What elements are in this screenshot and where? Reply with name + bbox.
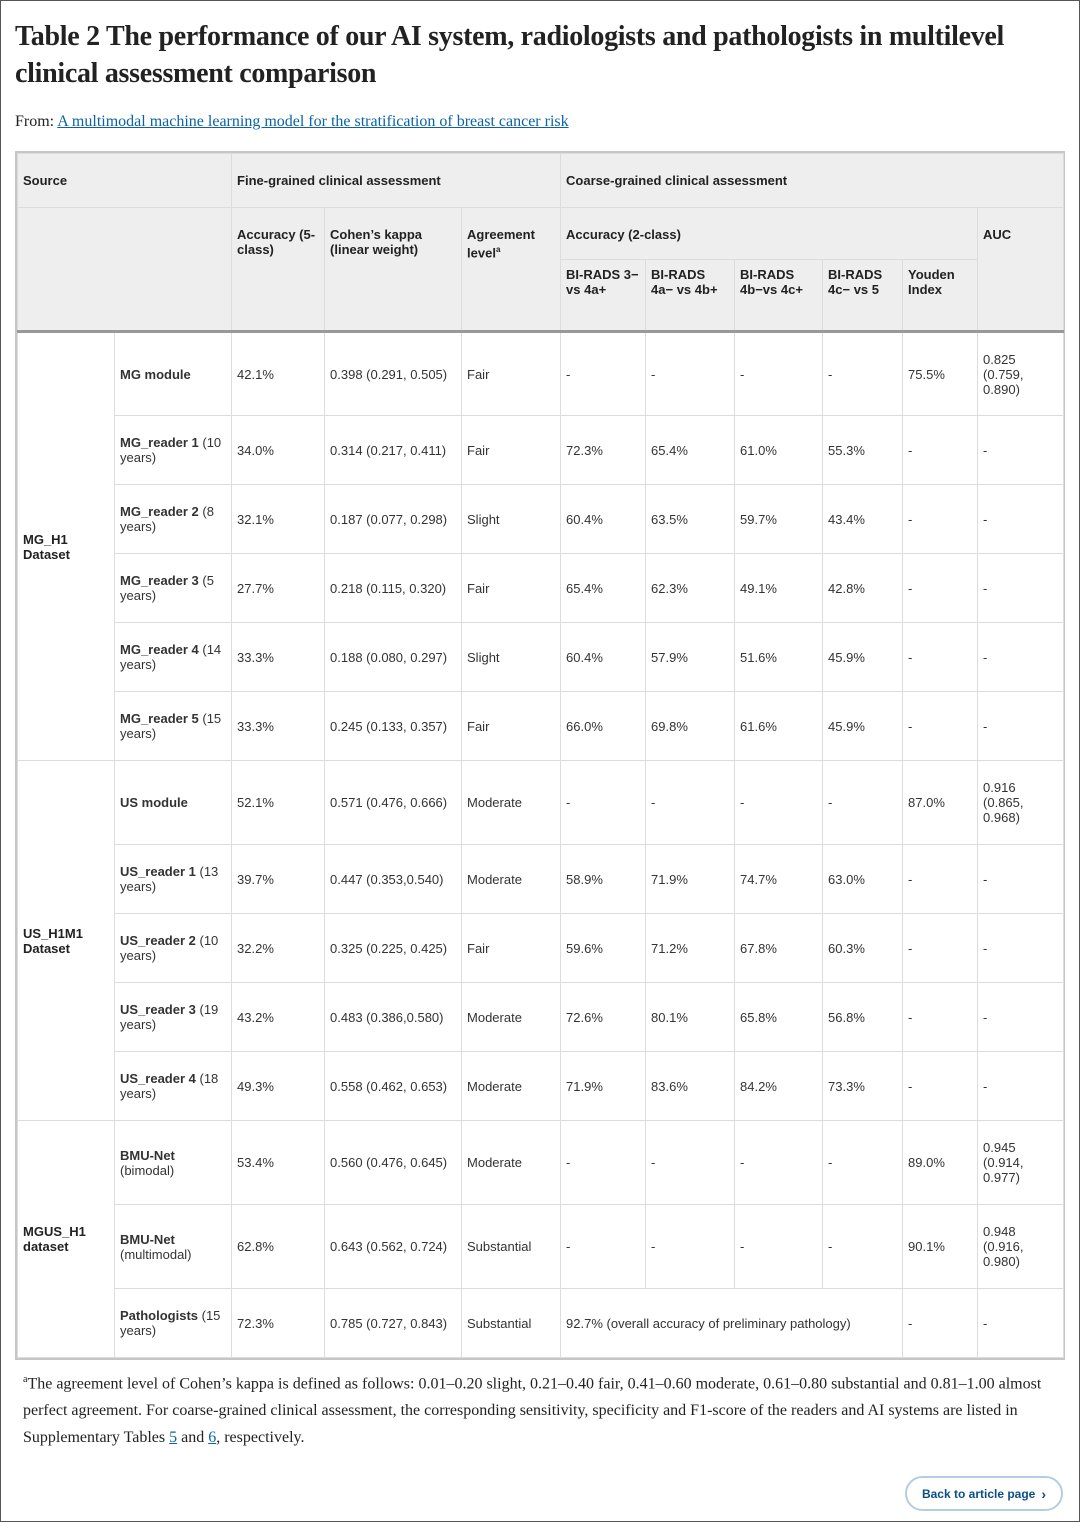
model-name-cell [115,761,232,845]
model-name-cell [115,623,232,692]
kappa-cell: 0.483 (0.386,0.580) [325,983,462,1052]
kappa-cell: 0.558 (0.462, 0.653) [325,1052,462,1121]
accuracy-5class-cell: 32.1% [232,485,325,554]
accuracy-5class-cell: 52.1% [232,761,325,845]
agreement-cell: Fair [462,914,561,983]
dataset-label: MGUS_H1 dataset [18,1121,115,1358]
back-to-article-button[interactable] [905,1476,1063,1511]
birads-3-vs-4a-cell: - [561,761,646,845]
birads-4b-vs-4c-cell: - [735,332,823,416]
agreement-cell: Slight [462,623,561,692]
supp-table-5-link[interactable]: 5 [169,1429,178,1447]
pathology-accuracy-cell: 92.7% (overall accuracy of preliminary pathology) [561,1289,903,1358]
table-row [18,416,1064,485]
model-name: MG module [120,366,191,382]
youden-cell: 90.1% [903,1205,978,1289]
birads-3-vs-4a-cell: 59.6% [561,914,646,983]
birads-4c-vs-5-cell: 45.9% [823,692,903,761]
model-detail: (10 years) [120,435,222,465]
header-accuracy-2class: Accuracy (2-class) [561,208,978,260]
auc-cell: - [978,692,1064,761]
table-row [18,1289,1064,1358]
birads-4b-vs-4c-cell: 65.8% [735,983,823,1052]
model-name-cell [115,914,232,983]
birads-4b-vs-4c-cell: - [735,1121,823,1205]
birads-4a-vs-4b-cell: - [646,761,735,845]
chevron-right-icon: › [1041,1485,1047,1502]
birads-4b-vs-4c-cell: 74.7% [735,845,823,914]
birads-4a-vs-4b-cell: 63.5% [646,485,735,554]
birads-3-vs-4a-cell: - [561,332,646,416]
auc-cell: - [978,983,1064,1052]
model-detail: (15 years) [120,711,222,741]
birads-4c-vs-5-cell: 73.3% [823,1052,903,1121]
model-name-cell [115,983,232,1052]
kappa-cell: 0.643 (0.562, 0.724) [325,1205,462,1289]
model-name: Pathologists [120,1308,199,1323]
model-name-cell [115,1289,232,1358]
model-detail: (18 years) [120,1071,219,1101]
auc-cell: - [978,623,1064,692]
agreement-cell: Fair [462,416,561,485]
model-name-cell [115,1052,232,1121]
kappa-cell: 0.188 (0.080, 0.297) [325,623,462,692]
birads-4a-vs-4b-cell: 71.9% [646,845,735,914]
dataset-label: US_H1M1 Dataset [18,761,115,1121]
birads-3-vs-4a-cell: 60.4% [561,623,646,692]
header-youden: Youden Index [903,260,978,332]
auc-cell: 0.916 (0.865, 0.968) [978,761,1064,845]
birads-4c-vs-5-cell: 56.8% [823,983,903,1052]
birads-4b-vs-4c-cell: 51.6% [735,623,823,692]
kappa-cell: 0.245 (0.133, 0.357) [325,692,462,761]
birads-4c-vs-5-cell: 60.3% [823,914,903,983]
birads-4a-vs-4b-cell: 83.6% [646,1052,735,1121]
agreement-cell: Moderate [462,761,561,845]
birads-4c-vs-5-cell: 55.3% [823,416,903,485]
header-accuracy-5class: Accuracy (5-class) [232,208,325,332]
kappa-cell: 0.560 (0.476, 0.645) [325,1121,462,1205]
agreement-cell: Moderate [462,1121,561,1205]
accuracy-5class-cell: 39.7% [232,845,325,914]
birads-4c-vs-5-cell: - [823,332,903,416]
birads-4b-vs-4c-cell: - [735,1205,823,1289]
birads-4b-vs-4c-cell: 84.2% [735,1052,823,1121]
model-name-cell [115,332,232,416]
birads-4c-vs-5-cell: 43.4% [823,485,903,554]
table-row [18,692,1064,761]
youden-cell: - [903,485,978,554]
from-label: From: [15,113,55,130]
auc-cell: - [978,845,1064,914]
table-body [18,332,1064,1358]
birads-4a-vs-4b-cell: - [646,332,735,416]
model-name: US_reader 2 [120,933,196,948]
birads-3-vs-4a-cell: - [561,1121,646,1205]
accuracy-5class-cell: 43.2% [232,983,325,1052]
model-detail: (15 years) [120,1308,221,1338]
agreement-cell: Fair [462,554,561,623]
model-name: US_reader 4 [120,1071,196,1086]
birads-3-vs-4a-cell: 72.6% [561,983,646,1052]
youden-cell: 75.5% [903,332,978,416]
model-name-cell [115,845,232,914]
birads-3-vs-4a-cell: 72.3% [561,416,646,485]
youden-cell: - [903,845,978,914]
birads-4a-vs-4b-cell: 69.8% [646,692,735,761]
accuracy-5class-cell: 33.3% [232,692,325,761]
agreement-cell: Moderate [462,845,561,914]
table-row [18,914,1064,983]
model-name-cell [115,1121,232,1205]
table-row [18,623,1064,692]
header-auc: AUC [978,208,1064,332]
results-table-container [15,151,1065,1360]
kappa-cell: 0.187 (0.077, 0.298) [325,485,462,554]
accuracy-5class-cell: 53.4% [232,1121,325,1205]
kappa-cell: 0.571 (0.476, 0.666) [325,761,462,845]
table-row [18,983,1064,1052]
table-row [18,554,1064,623]
model-detail: (10 years) [120,933,219,963]
birads-4c-vs-5-cell: - [823,1121,903,1205]
youden-cell: - [903,983,978,1052]
youden-cell: 89.0% [903,1121,978,1205]
table-row [18,485,1064,554]
youden-cell: - [903,416,978,485]
birads-3-vs-4a-cell: 66.0% [561,692,646,761]
birads-4b-vs-4c-cell: 61.0% [735,416,823,485]
birads-4c-vs-5-cell: - [823,761,903,845]
accuracy-5class-cell: 34.0% [232,416,325,485]
model-name-cell [115,692,232,761]
model-name-cell [115,485,232,554]
birads-4b-vs-4c-cell: - [735,761,823,845]
youden-cell: - [903,623,978,692]
birads-4c-vs-5-cell: 45.9% [823,623,903,692]
accuracy-5class-cell: 62.8% [232,1205,325,1289]
kappa-cell: 0.447 (0.353,0.540) [325,845,462,914]
accuracy-5class-cell: 33.3% [232,623,325,692]
article-link[interactable]: A multimodal machine learning model for the stratification of breast cancer risk [57,113,569,130]
agreement-cell: Substantial [462,1289,561,1358]
header-birads-4a-vs-4b: BI-RADS 4a− vs 4b+ [646,260,735,332]
auc-cell: - [978,1052,1064,1121]
source-line [15,113,569,131]
youden-cell: - [903,692,978,761]
birads-4a-vs-4b-cell: - [646,1205,735,1289]
accuracy-5class-cell: 72.3% [232,1289,325,1358]
table-row [18,332,1064,416]
kappa-cell: 0.785 (0.727, 0.843) [325,1289,462,1358]
results-table [17,153,1064,1358]
model-name: US module [120,795,188,810]
model-name: BMU-Net [120,1231,175,1247]
birads-4b-vs-4c-cell: 49.1% [735,554,823,623]
model-name: MG_reader 1 [120,435,199,450]
birads-3-vs-4a-cell: 58.9% [561,845,646,914]
back-label: Back to article page [921,1486,1036,1501]
auc-cell: 0.945 (0.914, 0.977) [978,1121,1064,1205]
agreement-cell: Fair [462,692,561,761]
model-name-cell [115,416,232,485]
birads-4a-vs-4b-cell: 62.3% [646,554,735,623]
header-birads-4b-vs-4c: BI-RADS 4b−vs 4c+ [735,260,823,332]
birads-4b-vs-4c-cell: 59.7% [735,485,823,554]
model-detail: (5 years) [120,573,214,603]
youden-cell: - [903,1289,978,1358]
accuracy-5class-cell: 32.2% [232,914,325,983]
table-row [18,845,1064,914]
model-name: BMU-Net [120,1147,175,1163]
auc-cell: - [978,554,1064,623]
header-birads-3-vs-4a: BI-RADS 3− vs 4a+ [561,260,646,332]
auc-cell: 0.825 (0.759, 0.890) [978,332,1064,416]
header-fine-grained: Fine-grained clinical assessment [232,154,561,208]
dataset-label: MG_H1 Dataset [18,332,115,761]
model-detail: (14 years) [120,642,222,672]
birads-4c-vs-5-cell: 42.8% [823,554,903,623]
model-name-cell [115,1205,232,1289]
model-detail: (multimodal) [120,1246,192,1262]
accuracy-5class-cell: 42.1% [232,332,325,416]
birads-3-vs-4a-cell: 65.4% [561,554,646,623]
header-kappa: Cohen’s kappa (linear weight) [325,208,462,332]
model-detail: (13 years) [120,864,219,894]
header-birads-4c-vs-5: BI-RADS 4c− vs 5 [823,260,903,332]
table-row [18,761,1064,845]
accuracy-5class-cell: 27.7% [232,554,325,623]
birads-4c-vs-5-cell: 63.0% [823,845,903,914]
birads-4a-vs-4b-cell: - [646,1121,735,1205]
agreement-cell: Moderate [462,983,561,1052]
birads-3-vs-4a-cell: - [561,1205,646,1289]
model-detail: (19 years) [120,1002,219,1032]
auc-cell: - [978,485,1064,554]
auc-cell: - [978,1289,1064,1358]
agreement-cell: Slight [462,485,561,554]
supp-table-6-link[interactable]: 6 [208,1429,217,1447]
model-name: MG_reader 4 [120,642,199,657]
table-row [18,1121,1064,1205]
youden-cell: - [903,914,978,983]
youden-cell: 87.0% [903,761,978,845]
model-name-cell [115,554,232,623]
kappa-cell: 0.325 (0.225, 0.425) [325,914,462,983]
table-row [18,1052,1064,1121]
kappa-cell: 0.398 (0.291, 0.505) [325,332,462,416]
footnote: $^a$The agreement level of Cohen’s kappa is defined as follows: 0.01–0.20 slight, 0.21–0.40 fair, 0.41–0.60 moderate, 0.61–0.80 substantial and 0.81–1.00 almost perfect agreement. For coarse-grained clinical assessment, the corresponding sensitivity, specificity and F1-score of the readers and AI systems are listed in Supplementary Tables 5 and 6, respectively. [23,1374,1042,1447]
youden-cell: - [903,554,978,623]
header-blank [18,208,232,332]
youden-cell: - [903,1052,978,1121]
table-row [18,1205,1064,1289]
auc-cell: - [978,416,1064,485]
auc-cell: - [978,914,1064,983]
birads-4b-vs-4c-cell: 61.6% [735,692,823,761]
birads-4a-vs-4b-cell: 57.9% [646,623,735,692]
page-title: Table 2 The performance of our AI system, radiologists and pathologists in multilevel clinical assessment comparison [15,21,1005,89]
birads-4c-vs-5-cell: - [823,1205,903,1289]
agreement-cell: Substantial [462,1205,561,1289]
model-detail: (8 years) [120,504,214,534]
birads-4a-vs-4b-cell: 65.4% [646,416,735,485]
birads-4a-vs-4b-cell: 71.2% [646,914,735,983]
birads-4b-vs-4c-cell: 67.8% [735,914,823,983]
model-detail: (bimodal) [120,1162,175,1178]
agreement-cell: Moderate [462,1052,561,1121]
header-source: Source [18,154,232,208]
kappa-cell: 0.314 (0.217, 0.411) [325,416,462,485]
model-name: MG_reader 2 [120,504,199,519]
header-coarse-grained: Coarse-grained clinical assessment [561,154,1064,208]
birads-3-vs-4a-cell: 60.4% [561,485,646,554]
model-name: MG_reader 3 [120,573,199,588]
birads-3-vs-4a-cell: 71.9% [561,1052,646,1121]
model-name: US_reader 1 [120,864,196,879]
model-name: MG_reader 5 [120,711,199,726]
agreement-cell: Fair [462,332,561,416]
auc-cell: 0.948 (0.916, 0.980) [978,1205,1064,1289]
kappa-cell: 0.218 (0.115, 0.320) [325,554,462,623]
accuracy-5class-cell: 49.3% [232,1052,325,1121]
header-agreement: Agreement level$^a$ [462,208,561,332]
birads-4a-vs-4b-cell: 80.1% [646,983,735,1052]
model-name: US_reader 3 [120,1002,196,1017]
